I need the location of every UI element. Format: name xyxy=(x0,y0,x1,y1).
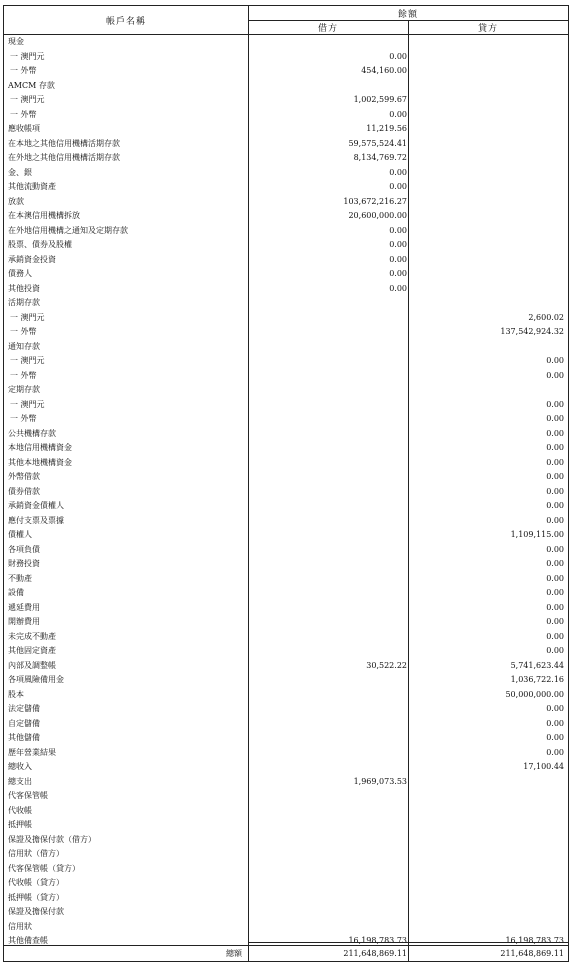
debit-value: 16,198,783.73 xyxy=(348,936,407,945)
account-name: 一 澳門元 xyxy=(10,51,45,61)
account-name: AMCM 存款 xyxy=(8,80,55,90)
table-row xyxy=(4,122,568,137)
credit-value: 0.00 xyxy=(546,588,564,597)
credit-header: 貸方 xyxy=(477,24,498,34)
credit-value: 0.00 xyxy=(546,399,564,409)
debit-value: 0.00 xyxy=(389,225,407,235)
debit-value: 0.00 xyxy=(389,182,407,191)
account-name: 其他固定資產 xyxy=(8,646,56,655)
table-row xyxy=(4,876,568,891)
table-row xyxy=(4,833,568,848)
debit-value: 0.00 xyxy=(389,283,407,293)
table-row xyxy=(4,296,568,311)
account-name: 一 外幣 xyxy=(10,109,37,119)
credit-value: 0.00 xyxy=(546,559,564,568)
credit-value: 0.00 xyxy=(546,602,564,612)
account-name: 代收帳（貸方） xyxy=(8,878,64,887)
total-credit: 211,648,869.11 xyxy=(500,949,564,958)
account-name: 股本 xyxy=(8,689,24,699)
table-row xyxy=(4,456,568,471)
account-name: 遞延費用 xyxy=(8,602,40,612)
account-name: 在外地信用機構之通知及定期存款 xyxy=(8,225,128,235)
table-row xyxy=(4,862,568,877)
table-row xyxy=(4,702,568,717)
table-row xyxy=(4,557,568,572)
account-name: 自定儲備 xyxy=(8,718,40,728)
credit-value: 0.00 xyxy=(546,428,564,438)
debit-value: 30,522.22 xyxy=(366,660,407,670)
table-row xyxy=(4,35,568,50)
credit-value: 0.00 xyxy=(546,646,564,655)
table-row xyxy=(4,267,568,282)
table-row xyxy=(4,659,568,674)
credit-value: 0.00 xyxy=(546,733,564,742)
debit-value: 0.00 xyxy=(389,254,407,264)
account-name: 信用狀 xyxy=(8,921,32,931)
table-row xyxy=(4,804,568,819)
table-row xyxy=(4,441,568,456)
debit-value: 0.00 xyxy=(389,167,407,177)
account-name: 抵押帳（貸方） xyxy=(8,892,64,902)
table-row xyxy=(4,166,568,181)
account-name: 一 外幣 xyxy=(10,370,37,380)
account-name: 通知存款 xyxy=(8,341,40,351)
table-row xyxy=(4,528,568,543)
account-name: 一 澳門元 xyxy=(10,356,45,365)
credit-value: 1,109,115.00 xyxy=(510,530,564,539)
account-name: 金、銀 xyxy=(8,167,32,177)
account-name: 在本澳信用機構拆放 xyxy=(8,211,80,220)
table-row xyxy=(4,717,568,732)
account-name-header: 帳戶名稱 xyxy=(105,17,146,27)
total-row xyxy=(4,946,568,963)
table-row xyxy=(4,731,568,746)
account-name: 現金 xyxy=(8,37,24,46)
credit-value: 1,036,722.16 xyxy=(510,675,564,684)
account-name: 歷年營業結果 xyxy=(8,747,56,757)
table-row xyxy=(4,311,568,326)
account-name: 其他儲備 xyxy=(8,733,40,742)
credit-value: 0.00 xyxy=(546,544,564,554)
account-name: 其他投資 xyxy=(8,283,40,293)
table-row xyxy=(4,383,568,398)
account-name: 保證及擔保付款（借方） xyxy=(8,834,96,844)
table-row xyxy=(4,746,568,761)
account-name: 信用狀（借方） xyxy=(8,849,64,858)
account-name: 放款 xyxy=(8,196,24,206)
account-name: 財務投資 xyxy=(8,559,40,568)
debit-value: 11,219.56 xyxy=(366,124,407,133)
table-row xyxy=(4,412,568,427)
debit-value: 103,672,216.27 xyxy=(343,196,407,206)
account-name: 保證及擔保付款 xyxy=(8,907,64,916)
account-name: 股票、債券及股權 xyxy=(8,240,72,249)
table-row xyxy=(4,514,568,529)
credit-value: 0.00 xyxy=(546,704,564,713)
debit-value: 0.00 xyxy=(389,51,407,61)
credit-value: 0.00 xyxy=(546,486,564,496)
account-name: 代收帳 xyxy=(8,805,32,815)
credit-value: 0.00 xyxy=(546,747,564,757)
table-row xyxy=(4,238,568,253)
debit-value: 1,002,599.67 xyxy=(353,95,407,104)
account-name: 各項風險備用金 xyxy=(8,675,64,684)
table-row xyxy=(4,905,568,920)
account-name: 代客保管帳 xyxy=(8,791,48,800)
table-row xyxy=(4,369,568,384)
table-row xyxy=(4,470,568,485)
table-row xyxy=(4,673,568,688)
table-row xyxy=(4,282,568,297)
table-row xyxy=(4,340,568,355)
table-row xyxy=(4,485,568,500)
debit-value: 1,969,073.53 xyxy=(353,776,407,786)
debit-value: 0.00 xyxy=(389,240,407,249)
table-row xyxy=(4,195,568,210)
account-name: 總收入 xyxy=(8,762,32,771)
account-name: 債權人 xyxy=(8,530,32,539)
credit-value: 0.00 xyxy=(546,356,564,365)
account-name: 應收帳項 xyxy=(8,124,40,133)
balance-header: 餘額 xyxy=(397,10,418,20)
table-row xyxy=(4,644,568,659)
table-row xyxy=(4,920,568,935)
table-row xyxy=(4,180,568,195)
table-row xyxy=(4,572,568,587)
account-name: 抵押帳 xyxy=(8,820,32,829)
account-name: 承銷資金債權人 xyxy=(8,501,64,510)
debit-value: 0.00 xyxy=(389,269,407,278)
account-name: 未完成不動產 xyxy=(8,631,56,641)
table-row xyxy=(4,253,568,268)
account-name: 一 外幣 xyxy=(10,414,37,423)
credit-value: 0.00 xyxy=(546,573,564,583)
account-name: 各項負債 xyxy=(8,544,40,554)
account-name: 在外地之其他信用機構活期存款 xyxy=(8,153,120,162)
table-row xyxy=(4,224,568,239)
table-row xyxy=(4,891,568,906)
credit-value: 17,100.44 xyxy=(523,762,564,771)
credit-value: 0.00 xyxy=(546,631,564,641)
credit-value: 137,542,924.32 xyxy=(500,327,564,336)
account-name: 應付支票及票據 xyxy=(8,515,64,525)
table-row xyxy=(4,615,568,630)
account-name: 其他本地機構資金 xyxy=(8,457,72,467)
table-row xyxy=(4,50,568,65)
credit-value: 16,198,783.73 xyxy=(505,936,564,945)
account-name: 總支出 xyxy=(8,776,32,786)
debit-header: 借方 xyxy=(317,24,338,34)
credit-value: 5,741,623.44 xyxy=(510,660,564,670)
table-row xyxy=(4,64,568,79)
account-name: 內部及調整帳 xyxy=(8,660,56,670)
account-name: 其他流動資產 xyxy=(8,182,56,191)
account-name: 承銷資金投資 xyxy=(8,254,56,264)
credit-value: 2,600.02 xyxy=(528,312,564,322)
account-name: 開辦費用 xyxy=(8,617,40,626)
table-row xyxy=(4,543,568,558)
account-name: 一 澳門元 xyxy=(10,95,45,104)
account-name: 外幣借款 xyxy=(8,472,40,481)
table-row xyxy=(4,398,568,413)
account-name: 公共機構存款 xyxy=(8,428,56,438)
table-row xyxy=(4,760,568,775)
account-rows xyxy=(4,35,568,949)
credit-value: 50,000,000.00 xyxy=(505,689,564,699)
table-row xyxy=(4,151,568,166)
table-row xyxy=(4,108,568,123)
table-row xyxy=(4,427,568,442)
table-row xyxy=(4,325,568,340)
credit-value: 0.00 xyxy=(546,457,564,467)
total-label: 總額 xyxy=(226,949,242,958)
table-row xyxy=(4,601,568,616)
credit-value: 0.00 xyxy=(546,718,564,728)
credit-value: 0.00 xyxy=(546,472,564,481)
debit-value: 8,134,769.72 xyxy=(353,153,407,162)
debit-value: 59,575,524.41 xyxy=(348,138,407,148)
account-name: 一 外幣 xyxy=(10,66,37,75)
account-name: 在本地之其他信用機構活期存款 xyxy=(8,138,120,148)
table-row xyxy=(4,586,568,601)
table-row xyxy=(4,354,568,369)
table-row xyxy=(4,499,568,514)
credit-value: 0.00 xyxy=(546,515,564,525)
credit-value: 0.00 xyxy=(546,414,564,423)
account-name: 債務人 xyxy=(8,269,32,278)
total-debit: 211,648,869.11 xyxy=(343,949,407,958)
account-name: 其他備查帳 xyxy=(8,936,48,945)
account-name: 設備 xyxy=(8,588,24,597)
account-name: 一 澳門元 xyxy=(10,399,45,409)
table-row xyxy=(4,789,568,804)
account-name: 定期存款 xyxy=(8,385,40,394)
table-row xyxy=(4,775,568,790)
account-name: 法定儲備 xyxy=(8,704,40,713)
debit-value: 0.00 xyxy=(389,109,407,119)
table-row xyxy=(4,79,568,94)
credit-value: 0.00 xyxy=(546,443,564,452)
credit-value: 0.00 xyxy=(546,501,564,510)
account-name: 本地信用機構資金 xyxy=(8,443,72,452)
credit-value: 0.00 xyxy=(546,617,564,626)
account-name: 代客保管帳（貸方） xyxy=(8,863,80,873)
account-name: 一 外幣 xyxy=(10,327,37,336)
credit-value: 0.00 xyxy=(546,370,564,380)
table-row xyxy=(4,93,568,108)
table-row xyxy=(4,209,568,224)
account-name: 債券借款 xyxy=(8,486,40,496)
debit-value: 454,160.00 xyxy=(361,66,407,75)
debit-value: 20,600,000.00 xyxy=(348,211,407,220)
table-row xyxy=(4,847,568,862)
table-row xyxy=(4,630,568,645)
table-row xyxy=(4,818,568,833)
trial-balance-table xyxy=(3,5,569,962)
account-name: 不動產 xyxy=(8,573,32,583)
table-row xyxy=(4,137,568,152)
account-name: 一 澳門元 xyxy=(10,312,45,322)
account-name: 活期存款 xyxy=(8,298,40,307)
table-row xyxy=(4,688,568,703)
